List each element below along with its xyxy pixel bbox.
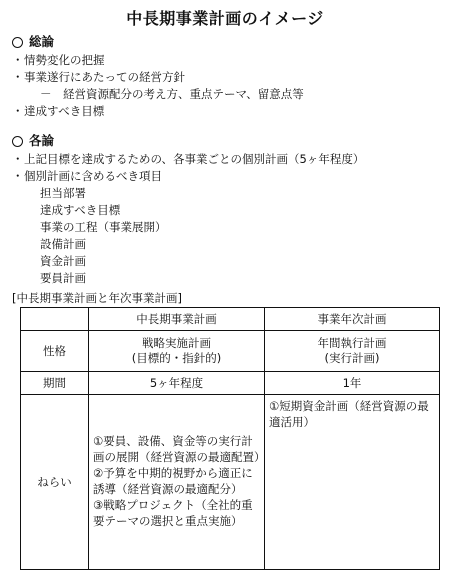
comparison-table bbox=[20, 307, 440, 570]
details-item bbox=[12, 152, 364, 166]
details-item-text: 個別計画に含めるべき項目 bbox=[24, 169, 162, 183]
details-subitem: 要員計画 bbox=[40, 271, 86, 285]
table-row-aim bbox=[21, 395, 440, 570]
details-item bbox=[12, 169, 162, 183]
overview-item-text: 情勢変化の把握 bbox=[24, 53, 105, 67]
details-subitem: 資金計画 bbox=[40, 254, 86, 268]
overview-item bbox=[12, 70, 185, 84]
aim-annual-list bbox=[269, 399, 435, 430]
table-corner-cell bbox=[21, 308, 89, 331]
row-label-aim: ねらい bbox=[21, 395, 89, 570]
circle-bullet-icon bbox=[12, 37, 23, 48]
overview-item-text: 事業遂行にあたっての経営方針 bbox=[24, 70, 185, 84]
col-header-midterm: 中長期事業計画 bbox=[89, 308, 265, 331]
cell-period-midterm: 5ヶ年程度 bbox=[89, 372, 265, 395]
section-overview-heading-text: 総論 bbox=[29, 34, 55, 49]
section-details-heading-text: 各論 bbox=[29, 133, 55, 148]
list-item: ①短期資金計画（経営資源の最適活用） bbox=[269, 399, 429, 429]
cell-aim-annual bbox=[265, 395, 440, 570]
overview-subitem-text: － 経営資源配分の考え方、重点テーマ、留意点等 bbox=[40, 87, 304, 101]
row-label-nature: 性格 bbox=[21, 331, 89, 372]
page-title: 中長期事業計画のイメージ bbox=[126, 9, 324, 28]
dot-bullet-icon: ・ bbox=[12, 53, 24, 67]
table-row-period bbox=[21, 372, 440, 395]
list-item: ②予算を中期的視野から適正に誘導（経営資源の最適配分） bbox=[93, 466, 253, 496]
cell-nature-midterm bbox=[89, 331, 265, 372]
dot-bullet-icon: ・ bbox=[12, 169, 24, 183]
cell-nature-annual bbox=[265, 331, 440, 372]
cell-text: (実行計画) bbox=[324, 351, 380, 365]
cell-text: (目標的・指針的) bbox=[131, 351, 222, 365]
cell-period-annual: 1年 bbox=[265, 372, 440, 395]
table-header-row bbox=[21, 308, 440, 331]
dot-bullet-icon: ・ bbox=[12, 152, 24, 166]
table-row-nature bbox=[21, 331, 440, 372]
cell-text: 年間執行計画 bbox=[317, 336, 387, 350]
dot-bullet-icon: ・ bbox=[12, 70, 24, 84]
circle-bullet-icon bbox=[12, 136, 23, 147]
overview-item bbox=[12, 53, 105, 67]
details-item-text: 上記目標を達成するための、各事業ごとの個別計画（5ヶ年程度） bbox=[24, 152, 365, 166]
overview-subitem bbox=[40, 87, 304, 101]
details-subitem: 事業の工程（事業展開） bbox=[40, 220, 167, 234]
section-overview-heading bbox=[12, 35, 54, 49]
list-item: ③戦略プロジェクト（全社的重要テーマの選択と重点実施） bbox=[93, 498, 253, 528]
cell-aim-midterm bbox=[89, 395, 265, 570]
overview-item bbox=[12, 104, 104, 118]
details-subitem: 達成すべき目標 bbox=[40, 203, 121, 217]
dot-bullet-icon: ・ bbox=[12, 104, 24, 118]
cell-text: 戦略実施計画 bbox=[142, 336, 211, 350]
overview-item-text: 達成すべき目標 bbox=[24, 104, 105, 118]
col-header-annual: 事業年次計画 bbox=[265, 308, 440, 331]
section-details-heading bbox=[12, 134, 54, 148]
list-item: ①要員、設備、資金等の実行計画の展開（経営資源の最適配置） bbox=[93, 434, 266, 464]
table-caption: [中長期事業計画と年次事業計画] bbox=[12, 291, 182, 305]
details-subitem: 担当部署 bbox=[40, 186, 86, 200]
details-subitem: 設備計画 bbox=[40, 237, 86, 251]
aim-midterm-list bbox=[93, 434, 266, 529]
row-label-period: 期間 bbox=[21, 372, 89, 395]
